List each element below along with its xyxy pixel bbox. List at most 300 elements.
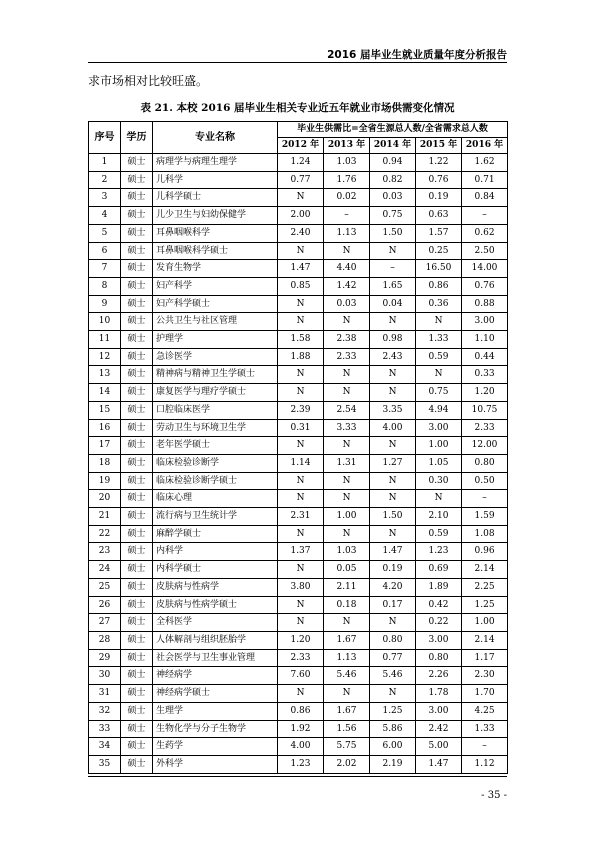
cell-degree: 硕士 [121, 260, 153, 278]
cell-2014: 5.46 [370, 667, 416, 685]
cell-seq: 26 [89, 596, 121, 614]
cell-2012: 1.24 [278, 154, 324, 172]
cell-seq: 31 [89, 685, 121, 703]
cell-degree: 硕士 [121, 755, 153, 773]
cell-major: 皮肤病与性病学硕士 [153, 596, 278, 614]
cell-2013: N [324, 525, 370, 543]
cell-2013: 1.31 [324, 454, 370, 472]
cell-2013: 1.56 [324, 720, 370, 738]
cell-2015: 1.22 [416, 154, 462, 172]
cell-2016: 2.25 [462, 578, 508, 596]
cell-seq: 24 [89, 561, 121, 579]
cell-degree: 硕士 [121, 525, 153, 543]
cell-2014: N [370, 242, 416, 260]
header-year-2016: 2016 年 [462, 138, 508, 154]
cell-2016: 1.17 [462, 649, 508, 667]
cell-major: 人体解剖与组织胚胎学 [153, 631, 278, 649]
cell-2014: 1.50 [370, 224, 416, 242]
cell-2012: 2.40 [278, 224, 324, 242]
footer-rule [88, 776, 507, 777]
cell-2012: 0.77 [278, 171, 324, 189]
cell-2016: 1.12 [462, 755, 508, 773]
table-caption: 表 21. 本校 2016 届毕业生相关专业近五年就业市场供需变化情况 [140, 102, 455, 114]
cell-degree: 硕士 [121, 313, 153, 331]
cell-seq: 13 [89, 366, 121, 384]
cell-degree: 硕士 [121, 207, 153, 225]
cell-2013: 2.54 [324, 401, 370, 419]
cell-2014: N [370, 384, 416, 402]
cell-2016: – [462, 490, 508, 508]
cell-2013: N [324, 313, 370, 331]
cell-seq: 17 [89, 437, 121, 455]
cell-2014: N [370, 525, 416, 543]
cell-2012: N [278, 525, 324, 543]
cell-major: 儿科学硕士 [153, 189, 278, 207]
cell-2015: 0.30 [416, 472, 462, 490]
cell-2014: 4.20 [370, 578, 416, 596]
cell-2015: 1.57 [416, 224, 462, 242]
cell-2016: – [462, 207, 508, 225]
cell-2014: N [370, 437, 416, 455]
cell-2016: 1.70 [462, 685, 508, 703]
cell-seq: 14 [89, 384, 121, 402]
cell-2016: 4.25 [462, 702, 508, 720]
cell-2015: 0.75 [416, 384, 462, 402]
cell-seq: 32 [89, 702, 121, 720]
cell-major: 神经病学硕士 [153, 685, 278, 703]
cell-2012: 2.39 [278, 401, 324, 419]
table-row [89, 631, 508, 649]
cell-degree: 硕士 [121, 277, 153, 295]
cell-2015: 0.22 [416, 614, 462, 632]
cell-2015: 1.78 [416, 685, 462, 703]
cell-degree: 硕士 [121, 154, 153, 172]
cell-2013: N [324, 366, 370, 384]
cell-degree: 硕士 [121, 490, 153, 508]
cell-seq: 15 [89, 401, 121, 419]
cell-2014: 5.86 [370, 720, 416, 738]
cell-seq: 22 [89, 525, 121, 543]
table-row [89, 260, 508, 278]
cell-2016: 1.25 [462, 596, 508, 614]
cell-2014: N [370, 366, 416, 384]
cell-degree: 硕士 [121, 242, 153, 260]
cell-2015: 3.00 [416, 419, 462, 437]
table-row [89, 313, 508, 331]
cell-major: 临床心理 [153, 490, 278, 508]
cell-2014: 1.27 [370, 454, 416, 472]
table-row [89, 490, 508, 508]
cell-2013: 1.03 [324, 543, 370, 561]
cell-2014: N [370, 313, 416, 331]
cell-major: 急诊医学 [153, 348, 278, 366]
cell-2014: 6.00 [370, 738, 416, 756]
cell-2016: 1.10 [462, 331, 508, 349]
cell-2014: 0.82 [370, 171, 416, 189]
cell-2016: 0.44 [462, 348, 508, 366]
cell-seq: 23 [89, 543, 121, 561]
cell-degree: 硕士 [121, 596, 153, 614]
cell-2012: N [278, 366, 324, 384]
cell-2013: 0.18 [324, 596, 370, 614]
cell-2016: 2.50 [462, 242, 508, 260]
cell-major: 劳动卫生与环境卫生学 [153, 419, 278, 437]
cell-2014: 0.80 [370, 631, 416, 649]
cell-major: 精神病与精神卫生学硕士 [153, 366, 278, 384]
cell-2012: N [278, 490, 324, 508]
cell-2012: 2.33 [278, 649, 324, 667]
cell-degree: 硕士 [121, 171, 153, 189]
cell-major: 耳鼻咽喉科学硕士 [153, 242, 278, 260]
cell-2015: 0.36 [416, 295, 462, 313]
cell-2015: N [416, 313, 462, 331]
cell-2013: 4.40 [324, 260, 370, 278]
cell-major: 妇产科学硕士 [153, 295, 278, 313]
table-row [89, 472, 508, 490]
cell-2016: 1.62 [462, 154, 508, 172]
table-row [89, 543, 508, 561]
cell-2013: 1.13 [324, 224, 370, 242]
cell-degree: 硕士 [121, 720, 153, 738]
table-body [89, 154, 508, 774]
cell-degree: 硕士 [121, 331, 153, 349]
cell-2013: N [324, 490, 370, 508]
cell-2012: N [278, 242, 324, 260]
cell-2015: 2.10 [416, 508, 462, 526]
cell-2013: 2.38 [324, 331, 370, 349]
cell-major: 老年医学硕士 [153, 437, 278, 455]
cell-degree: 硕士 [121, 348, 153, 366]
table-row [89, 525, 508, 543]
table-row [89, 667, 508, 685]
cell-2013: 2.11 [324, 578, 370, 596]
cell-2014: 0.77 [370, 649, 416, 667]
table-row [89, 561, 508, 579]
cell-2014: 1.47 [370, 543, 416, 561]
table-row [89, 685, 508, 703]
cell-seq: 18 [89, 454, 121, 472]
cell-2013: 1.13 [324, 649, 370, 667]
cell-2016: 1.08 [462, 525, 508, 543]
cell-major: 生理学 [153, 702, 278, 720]
cell-degree: 硕士 [121, 631, 153, 649]
cell-major: 社会医学与卫生事业管理 [153, 649, 278, 667]
cell-major: 口腔临床医学 [153, 401, 278, 419]
cell-degree: 硕士 [121, 401, 153, 419]
cell-degree: 硕士 [121, 508, 153, 526]
cell-seq: 21 [89, 508, 121, 526]
cell-2016: 3.00 [462, 313, 508, 331]
cell-degree: 硕士 [121, 384, 153, 402]
cell-2012: N [278, 472, 324, 490]
cell-degree: 硕士 [121, 578, 153, 596]
cell-seq: 1 [89, 154, 121, 172]
cell-2015: N [416, 490, 462, 508]
cell-2015: 4.94 [416, 401, 462, 419]
cell-seq: 35 [89, 755, 121, 773]
cell-2013: 1.67 [324, 702, 370, 720]
cell-2013: 2.02 [324, 755, 370, 773]
cell-2014: 2.19 [370, 755, 416, 773]
cell-2012: N [278, 384, 324, 402]
table-row [89, 454, 508, 472]
cell-2016: 1.00 [462, 614, 508, 632]
cell-major: 妇产科学 [153, 277, 278, 295]
cell-major: 神经病学 [153, 667, 278, 685]
cell-seq: 12 [89, 348, 121, 366]
cell-2015: 3.00 [416, 702, 462, 720]
cell-major: 临床检验诊断学硕士 [153, 472, 278, 490]
cell-2013: N [324, 242, 370, 260]
cell-2015: 2.42 [416, 720, 462, 738]
cell-seq: 8 [89, 277, 121, 295]
table-row [89, 207, 508, 225]
cell-2016: 0.62 [462, 224, 508, 242]
cell-2013: 2.33 [324, 348, 370, 366]
cell-2012: 1.14 [278, 454, 324, 472]
cell-2016: 1.59 [462, 508, 508, 526]
cell-major: 发育生物学 [153, 260, 278, 278]
cell-2015: 1.05 [416, 454, 462, 472]
cell-major: 康复医学与理疗学硕士 [153, 384, 278, 402]
cell-degree: 硕士 [121, 295, 153, 313]
cell-2013: N [324, 384, 370, 402]
cell-seq: 25 [89, 578, 121, 596]
cell-2014: 2.43 [370, 348, 416, 366]
cell-seq: 16 [89, 419, 121, 437]
cell-2013: 1.03 [324, 154, 370, 172]
intro-paragraph: 求市场相对比较旺盛。 [88, 74, 209, 88]
table-row [89, 348, 508, 366]
cell-major: 儿少卫生与妇幼保健学 [153, 207, 278, 225]
cell-2013: N [324, 472, 370, 490]
cell-degree: 硕士 [121, 419, 153, 437]
cell-2015: 0.19 [416, 189, 462, 207]
cell-seq: 19 [89, 472, 121, 490]
cell-seq: 11 [89, 331, 121, 349]
table-row [89, 578, 508, 596]
cell-2013: 5.46 [324, 667, 370, 685]
cell-seq: 28 [89, 631, 121, 649]
cell-2015: 0.80 [416, 649, 462, 667]
cell-2016: – [462, 738, 508, 756]
cell-2015: 0.86 [416, 277, 462, 295]
cell-2016: 0.96 [462, 543, 508, 561]
table-row [89, 702, 508, 720]
cell-major: 生药学 [153, 738, 278, 756]
cell-degree: 硕士 [121, 437, 153, 455]
cell-major: 生物化学与分子生物学 [153, 720, 278, 738]
cell-2012: N [278, 189, 324, 207]
cell-2012: N [278, 614, 324, 632]
header-major: 专业名称 [153, 122, 278, 154]
cell-2014: N [370, 472, 416, 490]
cell-2015: 0.63 [416, 207, 462, 225]
cell-major: 儿科学 [153, 171, 278, 189]
cell-seq: 3 [89, 189, 121, 207]
cell-2013: N [324, 614, 370, 632]
cell-major: 内科学 [153, 543, 278, 561]
cell-2014: N [370, 490, 416, 508]
cell-degree: 硕士 [121, 366, 153, 384]
cell-2012: 1.92 [278, 720, 324, 738]
cell-2012: 1.47 [278, 260, 324, 278]
table-row [89, 242, 508, 260]
cell-seq: 27 [89, 614, 121, 632]
cell-2016: 0.33 [462, 366, 508, 384]
cell-2012: N [278, 437, 324, 455]
cell-2013: 3.33 [324, 419, 370, 437]
cell-seq: 34 [89, 738, 121, 756]
cell-2012: N [278, 313, 324, 331]
cell-2013: 5.75 [324, 738, 370, 756]
cell-2016: 2.14 [462, 561, 508, 579]
cell-2013: 1.42 [324, 277, 370, 295]
cell-major: 皮肤病与性病学 [153, 578, 278, 596]
table-row [89, 419, 508, 437]
cell-seq: 29 [89, 649, 121, 667]
cell-2015: 1.47 [416, 755, 462, 773]
cell-degree: 硕士 [121, 561, 153, 579]
cell-major: 护理学 [153, 331, 278, 349]
cell-2015: 0.42 [416, 596, 462, 614]
cell-2015: 1.23 [416, 543, 462, 561]
cell-2012: 3.80 [278, 578, 324, 596]
cell-major: 公共卫生与社区管理 [153, 313, 278, 331]
cell-2015: 5.00 [416, 738, 462, 756]
cell-2013: 0.03 [324, 295, 370, 313]
cell-2012: N [278, 561, 324, 579]
table-row [89, 437, 508, 455]
cell-2013: N [324, 437, 370, 455]
cell-2015: 0.69 [416, 561, 462, 579]
table-row [89, 189, 508, 207]
cell-degree: 硕士 [121, 649, 153, 667]
cell-2015: 1.89 [416, 578, 462, 596]
cell-2013: 0.02 [324, 189, 370, 207]
cell-2012: 0.86 [278, 702, 324, 720]
table-row [89, 366, 508, 384]
header-year-2012: 2012 年 [278, 138, 324, 154]
cell-2013: 1.67 [324, 631, 370, 649]
cell-2013: 1.00 [324, 508, 370, 526]
cell-2015: N [416, 366, 462, 384]
header-year-2013: 2013 年 [324, 138, 370, 154]
cell-2014: 1.25 [370, 702, 416, 720]
cell-2015: 0.59 [416, 348, 462, 366]
cell-2015: 16.50 [416, 260, 462, 278]
table-row [89, 596, 508, 614]
cell-degree: 硕士 [121, 189, 153, 207]
cell-2013: N [324, 685, 370, 703]
header-rule [88, 62, 507, 63]
cell-degree: 硕士 [121, 702, 153, 720]
cell-2012: N [278, 295, 324, 313]
cell-major: 全科医学 [153, 614, 278, 632]
cell-major: 耳鼻咽喉科学 [153, 224, 278, 242]
cell-2015: 0.59 [416, 525, 462, 543]
cell-2015: 0.25 [416, 242, 462, 260]
header-ratio: 毕业生供需比=全省生源总人数/全省需求总人数 [278, 122, 508, 138]
cell-degree: 硕士 [121, 667, 153, 685]
cell-major: 内科学硕士 [153, 561, 278, 579]
cell-2012: 1.88 [278, 348, 324, 366]
cell-degree: 硕士 [121, 738, 153, 756]
cell-2014: 0.19 [370, 561, 416, 579]
cell-2016: 0.71 [462, 171, 508, 189]
cell-2012: 1.58 [278, 331, 324, 349]
cell-2012: 7.60 [278, 667, 324, 685]
header-seq: 序号 [89, 122, 121, 154]
cell-2016: 2.33 [462, 419, 508, 437]
cell-2012: 4.00 [278, 738, 324, 756]
cell-2016: 0.88 [462, 295, 508, 313]
cell-2015: 3.00 [416, 631, 462, 649]
cell-major: 病理学与病理生理学 [153, 154, 278, 172]
cell-degree: 硕士 [121, 543, 153, 561]
header-year-2014: 2014 年 [370, 138, 416, 154]
cell-2016: 0.50 [462, 472, 508, 490]
cell-2016: 0.76 [462, 277, 508, 295]
cell-2016: 1.20 [462, 384, 508, 402]
cell-degree: 硕士 [121, 454, 153, 472]
table-row [89, 401, 508, 419]
cell-2014: 0.04 [370, 295, 416, 313]
cell-major: 麻醉学硕士 [153, 525, 278, 543]
cell-2016: 2.14 [462, 631, 508, 649]
cell-seq: 5 [89, 224, 121, 242]
cell-2013: 0.05 [324, 561, 370, 579]
table-row [89, 720, 508, 738]
cell-2014: 0.03 [370, 189, 416, 207]
cell-2016: 2.30 [462, 667, 508, 685]
cell-2013: 1.76 [324, 171, 370, 189]
table-row [89, 649, 508, 667]
page-number: - 35 - [481, 790, 507, 801]
cell-seq: 10 [89, 313, 121, 331]
table-row [89, 755, 508, 773]
cell-major: 临床检验诊断学 [153, 454, 278, 472]
table-row [89, 508, 508, 526]
cell-2012: 0.31 [278, 419, 324, 437]
cell-2014: 0.98 [370, 331, 416, 349]
cell-2015: 0.76 [416, 171, 462, 189]
header-year-2015: 2015 年 [416, 138, 462, 154]
cell-2014: – [370, 260, 416, 278]
cell-seq: 4 [89, 207, 121, 225]
cell-2014: N [370, 614, 416, 632]
cell-2016: 0.84 [462, 189, 508, 207]
cell-seq: 33 [89, 720, 121, 738]
cell-2012: 1.37 [278, 543, 324, 561]
cell-2012: 2.00 [278, 207, 324, 225]
table-row [89, 738, 508, 756]
cell-2012: N [278, 596, 324, 614]
header-degree: 学历 [121, 122, 153, 154]
table-row [89, 277, 508, 295]
cell-major: 流行病与卫生统计学 [153, 508, 278, 526]
cell-2013: – [324, 207, 370, 225]
cell-seq: 30 [89, 667, 121, 685]
table-row [89, 384, 508, 402]
cell-seq: 9 [89, 295, 121, 313]
table-row [89, 295, 508, 313]
cell-2015: 1.00 [416, 437, 462, 455]
cell-2012: 1.20 [278, 631, 324, 649]
cell-2016: 12.00 [462, 437, 508, 455]
cell-2015: 2.26 [416, 667, 462, 685]
cell-seq: 20 [89, 490, 121, 508]
